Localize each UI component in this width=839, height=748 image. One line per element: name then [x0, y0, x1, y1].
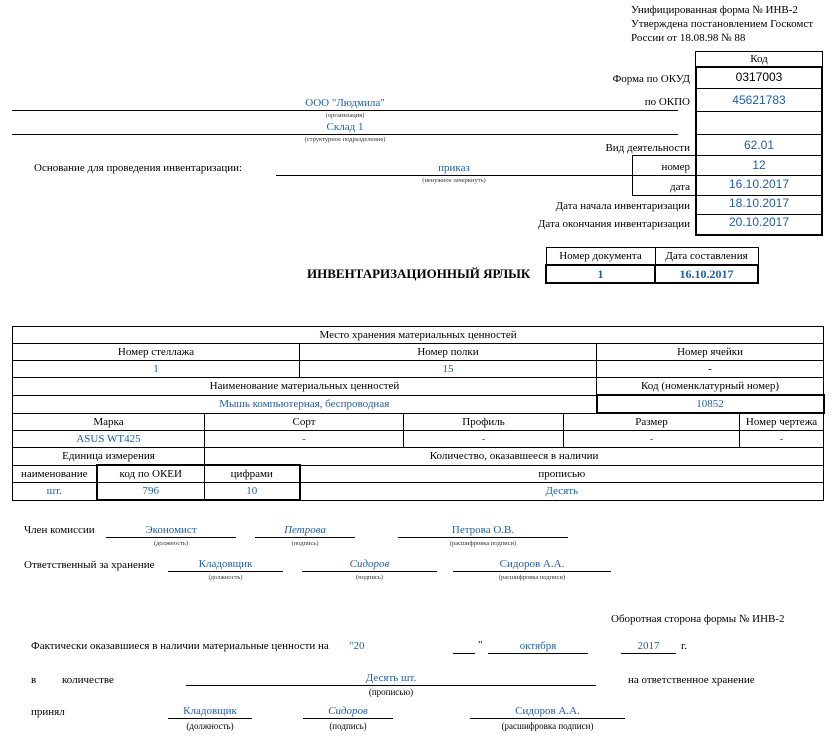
accepted-signature-caption: (подпись) [329, 721, 367, 731]
size-header: Размер [564, 413, 740, 431]
number-value: 12 [752, 158, 766, 172]
doc-num: 1 [546, 265, 655, 283]
accepted-fullname: Сидоров А.А. [515, 705, 580, 717]
name-value: Мышь компьютерная, беспроводная [13, 395, 597, 413]
accepted-position: Кладовщик [183, 705, 237, 717]
accepted-position-caption: (должность) [186, 721, 234, 731]
grade-value: - [205, 431, 404, 448]
back-title: Оборотная сторона формы № ИНВ-2 [611, 613, 785, 625]
code-value: 10852 [597, 395, 824, 413]
drawing-header: Номер чертежа [740, 413, 824, 431]
end-label: Дата окончания инвентаризации [537, 218, 690, 230]
accepted-signature: Сидоров [328, 705, 368, 717]
approved-date: России от 18.08.98 № 88 [631, 32, 746, 44]
rack-value: 1 [13, 361, 300, 378]
fact-label: Фактически оказавшиеся в наличии материальные ценности на [31, 640, 329, 652]
member-label: Член комиссии [24, 524, 95, 536]
fact-month: октября [519, 640, 557, 652]
code-header: Код (номенклатурный номер) [597, 378, 824, 396]
rack-header: Номер стеллажа [13, 344, 300, 361]
responsible-signature-caption: (подпись) [356, 574, 383, 581]
accepted-label: принял [31, 706, 65, 718]
doc-date: 16.10.2017 [655, 265, 758, 283]
start-label: Дата начала инвентаризации [555, 200, 690, 212]
member-signature-caption: (подпись) [291, 540, 319, 547]
fact-year: 2017 [637, 640, 660, 652]
basis-label: Основание для проведения инвентаризации: [34, 162, 243, 174]
okud-value: 0317003 [735, 70, 783, 84]
basis-caption: (ненужное зачеркнуть) [422, 177, 486, 184]
member-position: Экономист [145, 524, 197, 536]
fact-year-suffix: г. [681, 640, 688, 652]
brand-header: Марка [13, 413, 205, 431]
org-name: ООО "Людмила" [305, 97, 385, 109]
accepted-fullname-caption: (расшифровка подписи) [501, 721, 594, 731]
member-position-caption: (должность) [153, 540, 189, 547]
storage-header: Место хранения материальных ценностей [13, 327, 824, 344]
basis-value: приказ [438, 162, 470, 174]
unit-caption: (структурное подразделение) [304, 136, 386, 143]
profile-value: - [404, 431, 564, 448]
date-value: 16.10.2017 [728, 177, 790, 191]
approved-text: Утверждена постановлением Госкомст [631, 18, 814, 30]
activity-label: Вид деятельности [605, 142, 690, 154]
drawing-value: - [740, 431, 824, 448]
digits-header: цифрами [205, 465, 300, 483]
okud-label: Форма по ОКУД [612, 73, 690, 85]
amount-caption: (прописью) [368, 687, 414, 697]
okei-header: код по ОКЕИ [97, 465, 205, 483]
name-header: Наименование материальных ценностей [13, 378, 597, 396]
qty-header: Количество, оказавшееся в наличии [205, 448, 824, 466]
words-header: прописью [300, 465, 824, 483]
fact-quote: " [478, 639, 483, 651]
amount-value: Десять шт. [365, 672, 417, 684]
digits-value: 10 [205, 483, 300, 501]
amount-in-label: в [31, 674, 37, 686]
start-value: 18.10.2017 [728, 196, 790, 210]
responsible-label: Ответственный за хранение [24, 559, 155, 571]
responsible-fullname: Сидоров А.А. [499, 558, 565, 570]
form-title: Унифицированная форма № ИНВ-2 [631, 4, 798, 16]
codes-header-label: Код [750, 53, 768, 65]
doc-num-header: Номер документа [546, 248, 655, 266]
profile-header: Профиль [404, 413, 564, 431]
unit-name: Склад 1 [326, 121, 364, 133]
doc-date-header: Дата составления [655, 248, 758, 266]
responsible-fullname-caption: (расшифровка подписи) [498, 574, 566, 581]
okpo-label: по ОКПО [644, 96, 690, 108]
codes-header [695, 51, 823, 67]
brand-value: ASUS WT425 [13, 431, 205, 448]
member-fullname-caption: (расшифровка подписи) [449, 540, 517, 547]
end-value: 20.10.2017 [728, 215, 790, 229]
cell-header: Номер ячейки [597, 344, 824, 361]
grade-header: Сорт [205, 413, 404, 431]
unit-name-value: шт. [13, 483, 97, 501]
unit-name-header: наименование [13, 465, 97, 483]
responsible-position: Кладовщик [198, 558, 253, 570]
okpo-value: 45621783 [732, 93, 786, 107]
shelf-header: Номер полки [300, 344, 597, 361]
org-caption: (организация) [325, 112, 365, 119]
doc-table [545, 247, 759, 284]
words-value: Десять [300, 483, 824, 501]
date-label: дата [669, 181, 690, 193]
doc-title: ИНВЕНТАРИЗАЦИОННЫЙ ЯРЛЫК [307, 266, 531, 281]
responsible-signature: Сидоров [349, 558, 390, 570]
unit-header: Единица измерения [13, 448, 205, 466]
amount-label: количестве [62, 674, 114, 686]
shelf-value: 15 [300, 361, 597, 378]
okei-value: 796 [97, 483, 205, 501]
responsible-position-caption: (должность) [208, 574, 243, 581]
size-value: - [564, 431, 740, 448]
storage-table [12, 326, 825, 501]
number-label: номер [661, 161, 690, 173]
member-signature: Петрова [284, 524, 326, 536]
fact-day: "20 [349, 640, 365, 652]
cell-value: - [597, 361, 824, 378]
responsible-storage-label: на ответственное хранение [628, 674, 755, 686]
member-fullname: Петрова О.В. [451, 524, 515, 536]
activity-value: 62.01 [743, 138, 775, 152]
